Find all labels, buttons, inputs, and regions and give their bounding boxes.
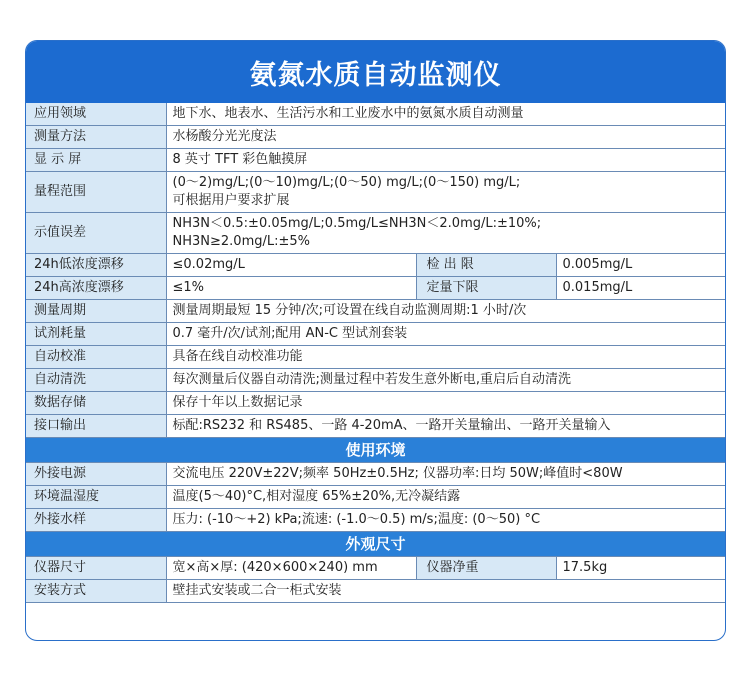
row-label: 安装方式 bbox=[26, 580, 166, 603]
row-value: 压力: (-10～+2) kPa;流速: (-1.0～0.5) m/s;温度: (0～50) °C bbox=[166, 509, 725, 532]
row-label: 测量周期 bbox=[26, 300, 166, 323]
section-title: 外观尺寸 bbox=[26, 532, 725, 557]
table-row bbox=[26, 254, 725, 277]
row-value: ≤1% bbox=[166, 277, 416, 300]
table-row bbox=[26, 300, 725, 323]
section-title: 使用环境 bbox=[26, 438, 725, 463]
row-label: 试剂耗量 bbox=[26, 323, 166, 346]
table-row bbox=[26, 323, 725, 346]
row-value: 具备在线自动校准功能 bbox=[166, 346, 725, 369]
row-value: 0.7 毫升/次/试剂;配用 AN-C 型试剂套装 bbox=[166, 323, 725, 346]
value-line: NH3N＜0.5:±0.05mg/L;0.5mg/L≤NH3N＜2.0mg/L:±10%; bbox=[172, 216, 542, 231]
row-value: 0.005mg/L bbox=[556, 254, 725, 277]
row-value bbox=[166, 172, 725, 213]
table-row bbox=[26, 103, 725, 126]
row-label: 量程范围 bbox=[26, 172, 166, 213]
table-row bbox=[26, 557, 725, 580]
row-label: 环境温湿度 bbox=[26, 486, 166, 509]
table-row bbox=[26, 486, 725, 509]
row-label: 仪器尺寸 bbox=[26, 557, 166, 580]
row-label: 自动清洗 bbox=[26, 369, 166, 392]
row-label: 接口输出 bbox=[26, 415, 166, 438]
row-label: 应用领域 bbox=[26, 103, 166, 126]
table-row bbox=[26, 392, 725, 415]
row-value: 标配:RS232 和 RS485、一路 4-20mA、一路开关量输出、一路开关量输入 bbox=[166, 415, 725, 438]
row-value: 0.015mg/L bbox=[556, 277, 725, 300]
spec-card bbox=[25, 40, 726, 641]
spec-table bbox=[26, 103, 725, 603]
row-value: 宽×高×厚: (420×600×240) mm bbox=[166, 557, 416, 580]
page-title: 氨氮水质自动监测仪 bbox=[26, 41, 725, 103]
table-row bbox=[26, 277, 725, 300]
section-header-env bbox=[26, 438, 725, 463]
section-header-size bbox=[26, 532, 725, 557]
row-value: ≤0.02mg/L bbox=[166, 254, 416, 277]
table-row bbox=[26, 580, 725, 603]
table-row bbox=[26, 509, 725, 532]
row-value: 壁挂式安装或二合一柜式安装 bbox=[166, 580, 725, 603]
row-label: 示值误差 bbox=[26, 213, 166, 254]
row-label: 24h高浓度漂移 bbox=[26, 277, 166, 300]
table-row bbox=[26, 149, 725, 172]
row-value: 每次测量后仪器自动清洗;测量过程中若发生意外断电,重启后自动清洗 bbox=[166, 369, 725, 392]
value-line: (0～2)mg/L;(0～10)mg/L;(0～50) mg/L;(0～150) mg/L; bbox=[172, 175, 521, 190]
value-line: NH3N≥2.0mg/L:±5% bbox=[172, 234, 310, 249]
row-label: 测量方法 bbox=[26, 126, 166, 149]
table-row bbox=[26, 172, 725, 213]
row-label: 检 出 限 bbox=[416, 254, 556, 277]
row-label: 定量下限 bbox=[416, 277, 556, 300]
row-value: 保存十年以上数据记录 bbox=[166, 392, 725, 415]
row-value: 测量周期最短 15 分钟/次;可设置在线自动监测周期:1 小时/次 bbox=[166, 300, 725, 323]
row-label: 仪器净重 bbox=[416, 557, 556, 580]
row-label: 显 示 屏 bbox=[26, 149, 166, 172]
table-row bbox=[26, 126, 725, 149]
table-row bbox=[26, 346, 725, 369]
row-label: 数据存储 bbox=[26, 392, 166, 415]
row-label: 外接水样 bbox=[26, 509, 166, 532]
row-label: 24h低浓度漂移 bbox=[26, 254, 166, 277]
table-row bbox=[26, 415, 725, 438]
row-label: 自动校准 bbox=[26, 346, 166, 369]
table-row bbox=[26, 463, 725, 486]
row-value: 8 英寸 TFT 彩色触摸屏 bbox=[166, 149, 725, 172]
table-row bbox=[26, 369, 725, 392]
row-value: 17.5kg bbox=[556, 557, 725, 580]
row-value: 温度(5～40)°C,相对湿度 65%±20%,无冷凝结露 bbox=[166, 486, 725, 509]
row-value: 地下水、地表水、生活污水和工业废水中的氨氮水质自动测量 bbox=[166, 103, 725, 126]
row-label: 外接电源 bbox=[26, 463, 166, 486]
row-value bbox=[166, 213, 725, 254]
table-row bbox=[26, 213, 725, 254]
row-value: 交流电压 220V±22V;频率 50Hz±0.5Hz; 仪器功率:日均 50W;峰值时<80W bbox=[166, 463, 725, 486]
value-line: 可根据用户要求扩展 bbox=[172, 193, 290, 208]
row-value: 水杨酸分光光度法 bbox=[166, 126, 725, 149]
